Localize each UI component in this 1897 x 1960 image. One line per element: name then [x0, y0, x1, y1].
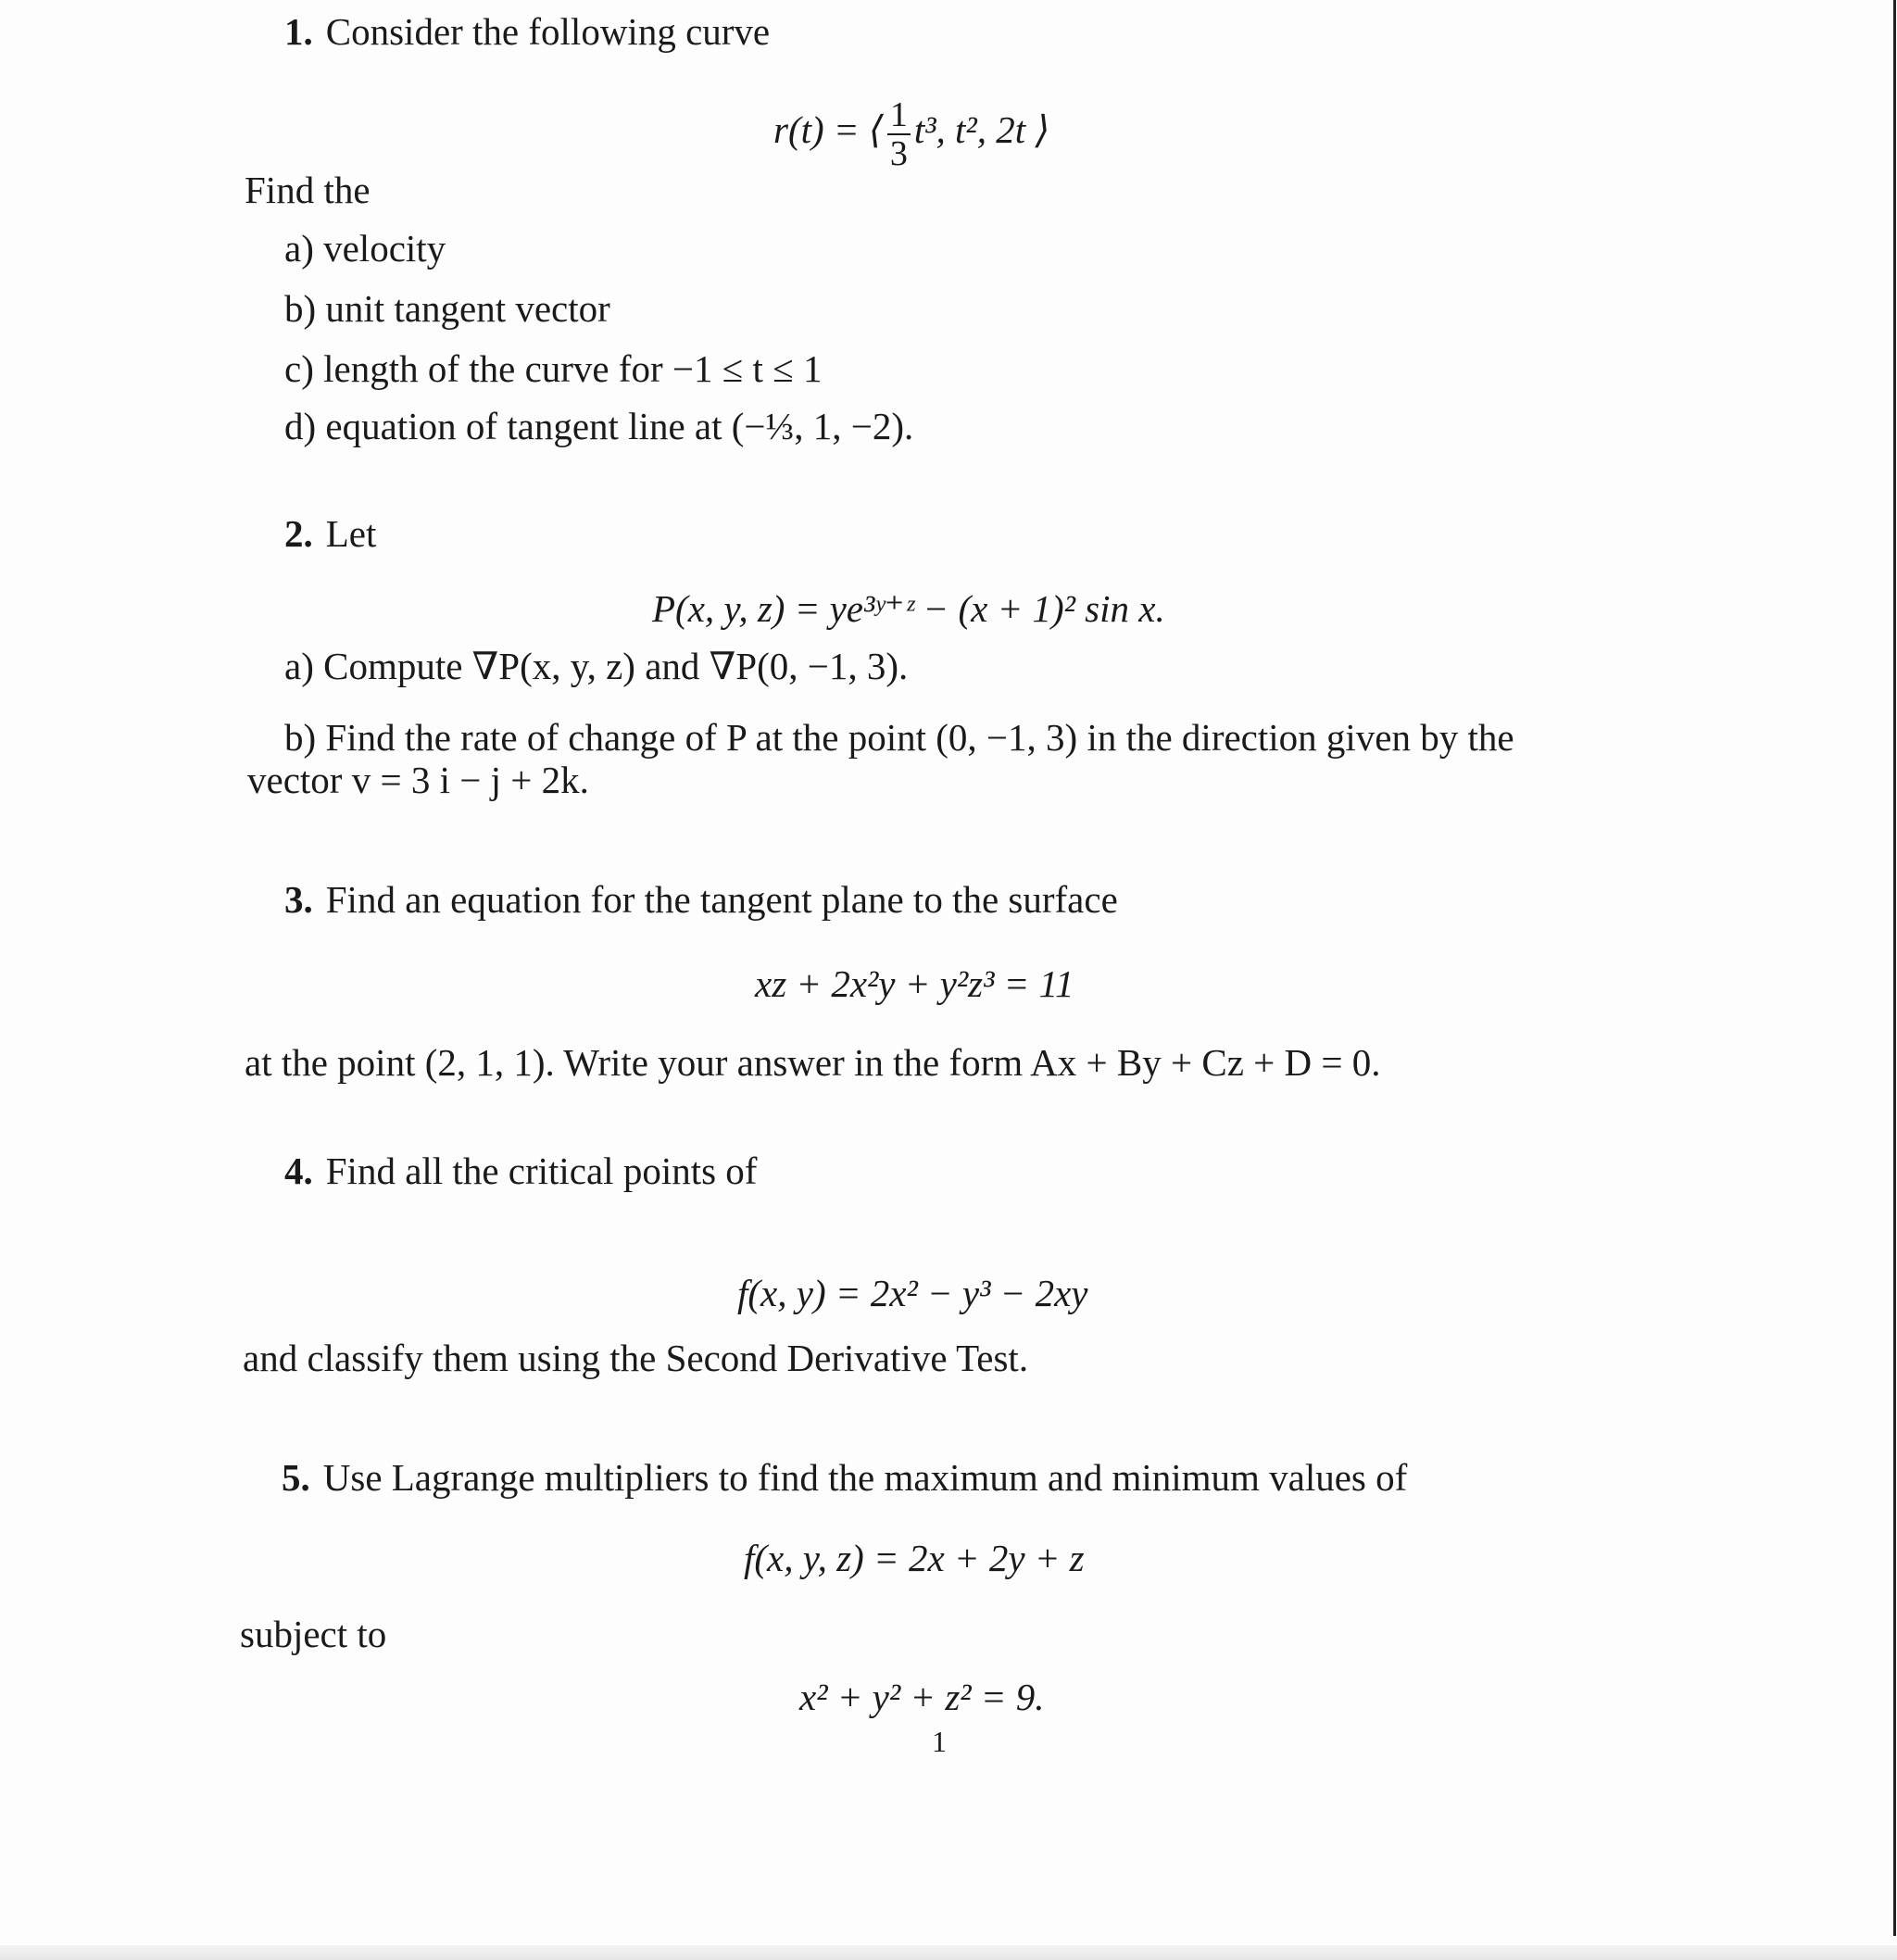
problem-text: Let — [325, 512, 377, 555]
page-number: 1 — [932, 1725, 947, 1758]
problem-4-instruction: and classify them using the Second Derivative Test. — [243, 1337, 1029, 1379]
problem-number: 5. — [282, 1456, 310, 1499]
denominator: 3 — [889, 133, 908, 173]
problem-4-heading — [284, 1148, 757, 1194]
page-edge — [1893, 0, 1896, 1936]
problem-number: 4. — [284, 1150, 313, 1192]
problem-text: Find an equation for the tangent plane to the surface — [325, 878, 1118, 921]
part-b: b) unit tangent vector — [284, 287, 610, 330]
objective-function: f(x, y, z) = 2x + 2y + z — [744, 1537, 1085, 1579]
problem-number: 3. — [284, 878, 313, 921]
problem-number: 2. — [284, 512, 313, 555]
problem-text: Use Lagrange multipliers to find the maximum and minimum values of — [322, 1456, 1408, 1499]
function-equation: P(x, y, z) = ye³ʸ⁺ᶻ − (x + 1)² sin x. — [652, 587, 1165, 630]
problem-3-instruction: at the point (2, 1, 1). Write your answer in the form Ax + By + Cz + D = 0. — [245, 1041, 1381, 1084]
numerator: 1 — [887, 96, 911, 135]
problem-number: 1. — [284, 10, 313, 53]
problem-3-heading — [284, 876, 1118, 923]
part-a: a) velocity — [284, 227, 446, 270]
part-b-continued: vector v = 3 i − j + 2k. — [247, 759, 589, 801]
fraction — [887, 96, 911, 172]
part-d: d) equation of tangent line at (−⅓, 1, −2). — [284, 405, 914, 447]
find-the: Find the — [245, 169, 371, 211]
subject-to: subject to — [240, 1613, 387, 1655]
page-bottom-shadow — [0, 1945, 1897, 1960]
eq-lhs: r(t) = ⟨ — [773, 108, 884, 151]
function-equation: f(x, y) = 2x² − y³ − 2xy — [737, 1272, 1088, 1314]
constraint-equation: x² + y² + z² = 9. — [799, 1676, 1045, 1718]
problem-5-heading — [282, 1454, 1407, 1501]
problem-text: Find all the critical points of — [325, 1150, 758, 1192]
problem-2-heading — [284, 510, 376, 557]
eq-rest: t³, t², 2t ⟩ — [913, 108, 1050, 151]
part-c: c) length of the curve for −1 ≤ t ≤ 1 — [284, 347, 823, 390]
part-b: b) Find the rate of change of P at the point (0, −1, 3) in the direction given by the — [284, 716, 1514, 759]
part-a: a) Compute ∇P(x, y, z) and ∇P(0, −1, 3). — [284, 645, 909, 687]
surface-equation: xz + 2x²y + y²z³ = 11 — [755, 962, 1074, 1005]
problem-1-heading — [284, 8, 770, 55]
curve-equation — [773, 93, 1049, 172]
problem-text: Consider the following curve — [325, 10, 771, 53]
